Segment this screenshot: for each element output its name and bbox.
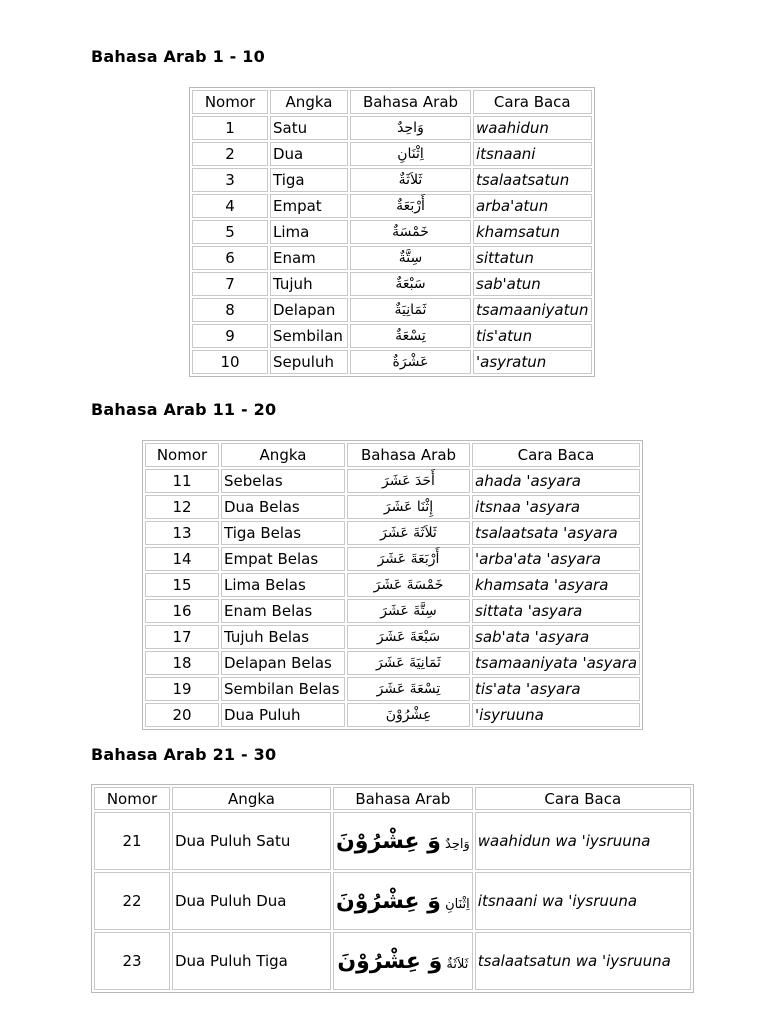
table-row (192, 194, 592, 218)
cell-bahasa-arab (333, 932, 473, 990)
cell-cara-baca: tsamaaniyatun (473, 298, 592, 322)
cell-nomor: 3 (192, 168, 268, 192)
table-numbers-1-10 (189, 87, 595, 377)
cell-angka: Empat Belas (221, 547, 345, 571)
cell-nomor: 2 (192, 142, 268, 166)
cell-cara-baca: khamsatun (473, 220, 592, 244)
cell-cara-baca: khamsata 'asyara (472, 573, 640, 597)
header-nomor: Nomor (192, 90, 268, 114)
header-angka: Angka (270, 90, 348, 114)
cell-angka: Tiga Belas (221, 521, 345, 545)
cell-nomor: 12 (145, 495, 219, 519)
cell-bahasa-arab: ثَمَانِيَةٌ (350, 298, 471, 322)
header-bahasa-arab: Bahasa Arab (333, 787, 473, 810)
table-row (145, 651, 640, 675)
cell-cara-baca: tsamaaniyata 'asyara (472, 651, 640, 675)
cell-bahasa-arab: أَحَدَ عَشَرَ (347, 469, 470, 493)
table-row (145, 599, 640, 623)
cell-angka: Dua Puluh Dua (172, 872, 331, 930)
table-numbers-21-30 (91, 784, 694, 993)
cell-cara-baca: tsalaatsata 'asyara (472, 521, 640, 545)
cell-bahasa-arab: وَاحِدٌ (350, 116, 471, 140)
cell-nomor: 6 (192, 246, 268, 270)
table-row (192, 324, 592, 348)
cell-nomor: 22 (94, 872, 170, 930)
cell-cara-baca: sittata 'asyara (472, 599, 640, 623)
cell-bahasa-arab: خَمْسَةَ عَشَرَ (347, 573, 470, 597)
cell-cara-baca: sab'atun (473, 272, 592, 296)
table-row (94, 872, 691, 930)
table-header-row (145, 443, 640, 467)
table-row (94, 932, 691, 990)
table-row (145, 677, 640, 701)
header-cara-baca: Cara Baca (472, 443, 640, 467)
header-cara-baca: Cara Baca (473, 90, 592, 114)
cell-bahasa-arab: سَبْعَةَ عَشَرَ (347, 625, 470, 649)
cell-cara-baca: 'isyruuna (472, 703, 640, 727)
cell-angka: Dua Puluh Tiga (172, 932, 331, 990)
cell-bahasa-arab: ثَلاَثَةٌ (350, 168, 471, 192)
table-row (192, 246, 592, 270)
cell-nomor: 21 (94, 812, 170, 870)
table-row (145, 703, 640, 727)
cell-bahasa-arab: إِثْنَا عَشَرَ (347, 495, 470, 519)
table-row (192, 350, 592, 374)
cell-angka: Tiga (270, 168, 348, 192)
cell-cara-baca: sittatun (473, 246, 592, 270)
cell-angka: Dua Puluh Satu (172, 812, 331, 870)
cell-bahasa-arab (333, 812, 473, 870)
cell-nomor: 1 (192, 116, 268, 140)
table-header-row (94, 787, 691, 810)
cell-angka: Enam Belas (221, 599, 345, 623)
table-row (145, 495, 640, 519)
cell-cara-baca: tsalaatsatun (473, 168, 592, 192)
cell-nomor: 8 (192, 298, 268, 322)
table-header-row (192, 90, 592, 114)
cell-angka: Dua (270, 142, 348, 166)
cell-angka: Sembilan (270, 324, 348, 348)
cell-bahasa-arab: ثَمَانِيَةَ عَشَرَ (347, 651, 470, 675)
cell-bahasa-arab (333, 872, 473, 930)
cell-cara-baca: itsnaa 'asyara (472, 495, 640, 519)
cell-angka: Delapan (270, 298, 348, 322)
cell-angka: Tujuh (270, 272, 348, 296)
header-angka: Angka (221, 443, 345, 467)
header-nomor: Nomor (94, 787, 170, 810)
cell-nomor: 16 (145, 599, 219, 623)
cell-cara-baca: waahidun (473, 116, 592, 140)
cell-nomor: 11 (145, 469, 219, 493)
cell-angka: Dua Puluh (221, 703, 345, 727)
arab-tens-word: وَ عِشْرُوْنَ (336, 888, 441, 914)
header-nomor: Nomor (145, 443, 219, 467)
cell-nomor: 5 (192, 220, 268, 244)
arab-unit-word: ثَلاَثَةٌ (446, 956, 469, 972)
cell-cara-baca: tis'ata 'asyara (472, 677, 640, 701)
table-row (94, 812, 691, 870)
header-bahasa-arab: Bahasa Arab (350, 90, 471, 114)
cell-nomor: 9 (192, 324, 268, 348)
cell-angka: Sebelas (221, 469, 345, 493)
cell-angka: Dua Belas (221, 495, 345, 519)
cell-bahasa-arab: عَشْرَةٌ (350, 350, 471, 374)
cell-cara-baca: ahada 'asyara (472, 469, 640, 493)
cell-cara-baca: itsnaani wa 'iysruuna (475, 872, 691, 930)
cell-bahasa-arab: سِتَّةٌ (350, 246, 471, 270)
cell-cara-baca: 'asyratun (473, 350, 592, 374)
table-row (145, 547, 640, 571)
table-row (145, 573, 640, 597)
cell-nomor: 14 (145, 547, 219, 571)
cell-bahasa-arab: تِسْعَةٌ (350, 324, 471, 348)
cell-cara-baca: 'arba'ata 'asyara (472, 547, 640, 571)
cell-angka: Empat (270, 194, 348, 218)
table-row (192, 116, 592, 140)
cell-bahasa-arab: خَمْسَةٌ (350, 220, 471, 244)
cell-cara-baca: tsalaatsatun wa 'iysruuna (475, 932, 691, 990)
arab-unit-word: اِثْنَانِ (445, 896, 470, 912)
arab-tens-word: وَ عِشْرُوْنَ (336, 828, 441, 854)
cell-angka: Delapan Belas (221, 651, 345, 675)
cell-cara-baca: sab'ata 'asyara (472, 625, 640, 649)
cell-angka: Sepuluh (270, 350, 348, 374)
cell-nomor: 17 (145, 625, 219, 649)
arab-tens-word: وَ عِشْرُوْنَ (337, 948, 443, 974)
section-title-11-20: Bahasa Arab 11 - 20 (91, 400, 277, 419)
cell-angka: Satu (270, 116, 348, 140)
cell-nomor: 10 (192, 350, 268, 374)
cell-nomor: 13 (145, 521, 219, 545)
cell-cara-baca: arba'atun (473, 194, 592, 218)
cell-cara-baca: itsnaani (473, 142, 592, 166)
cell-nomor: 4 (192, 194, 268, 218)
cell-nomor: 15 (145, 573, 219, 597)
cell-bahasa-arab: أَرْبَعَةَ عَشَرَ (347, 547, 470, 571)
table-row (145, 521, 640, 545)
header-bahasa-arab: Bahasa Arab (347, 443, 470, 467)
table-row (192, 272, 592, 296)
cell-angka: Tujuh Belas (221, 625, 345, 649)
cell-nomor: 23 (94, 932, 170, 990)
cell-nomor: 20 (145, 703, 219, 727)
cell-bahasa-arab: تِسْعَةَ عَشَرَ (347, 677, 470, 701)
cell-angka: Lima Belas (221, 573, 345, 597)
cell-nomor: 19 (145, 677, 219, 701)
cell-bahasa-arab: سِتَّةَ عَشَرَ (347, 599, 470, 623)
arab-unit-word: وَاحِدٌ (445, 836, 470, 852)
header-angka: Angka (172, 787, 331, 810)
header-cara-baca: Cara Baca (475, 787, 691, 810)
cell-angka: Sembilan Belas (221, 677, 345, 701)
table-row (192, 298, 592, 322)
cell-angka: Enam (270, 246, 348, 270)
table-row (192, 142, 592, 166)
cell-nomor: 7 (192, 272, 268, 296)
table-row (192, 168, 592, 192)
table-row (145, 469, 640, 493)
cell-bahasa-arab: أَرْبَعَةٌ (350, 194, 471, 218)
table-row (192, 220, 592, 244)
cell-bahasa-arab: ثَلاَثَةَ عَشَرَ (347, 521, 470, 545)
table-row (145, 625, 640, 649)
cell-bahasa-arab: عِشْرُوْنَ (347, 703, 470, 727)
cell-nomor: 18 (145, 651, 219, 675)
cell-bahasa-arab: سَبْعَةٌ (350, 272, 471, 296)
cell-angka: Lima (270, 220, 348, 244)
cell-cara-baca: waahidun wa 'iysruuna (475, 812, 691, 870)
cell-bahasa-arab: اِثْنَانِ (350, 142, 471, 166)
section-title-1-10: Bahasa Arab 1 - 10 (91, 47, 265, 66)
cell-cara-baca: tis'atun (473, 324, 592, 348)
section-title-21-30: Bahasa Arab 21 - 30 (91, 745, 277, 764)
table-numbers-11-20 (142, 440, 643, 730)
